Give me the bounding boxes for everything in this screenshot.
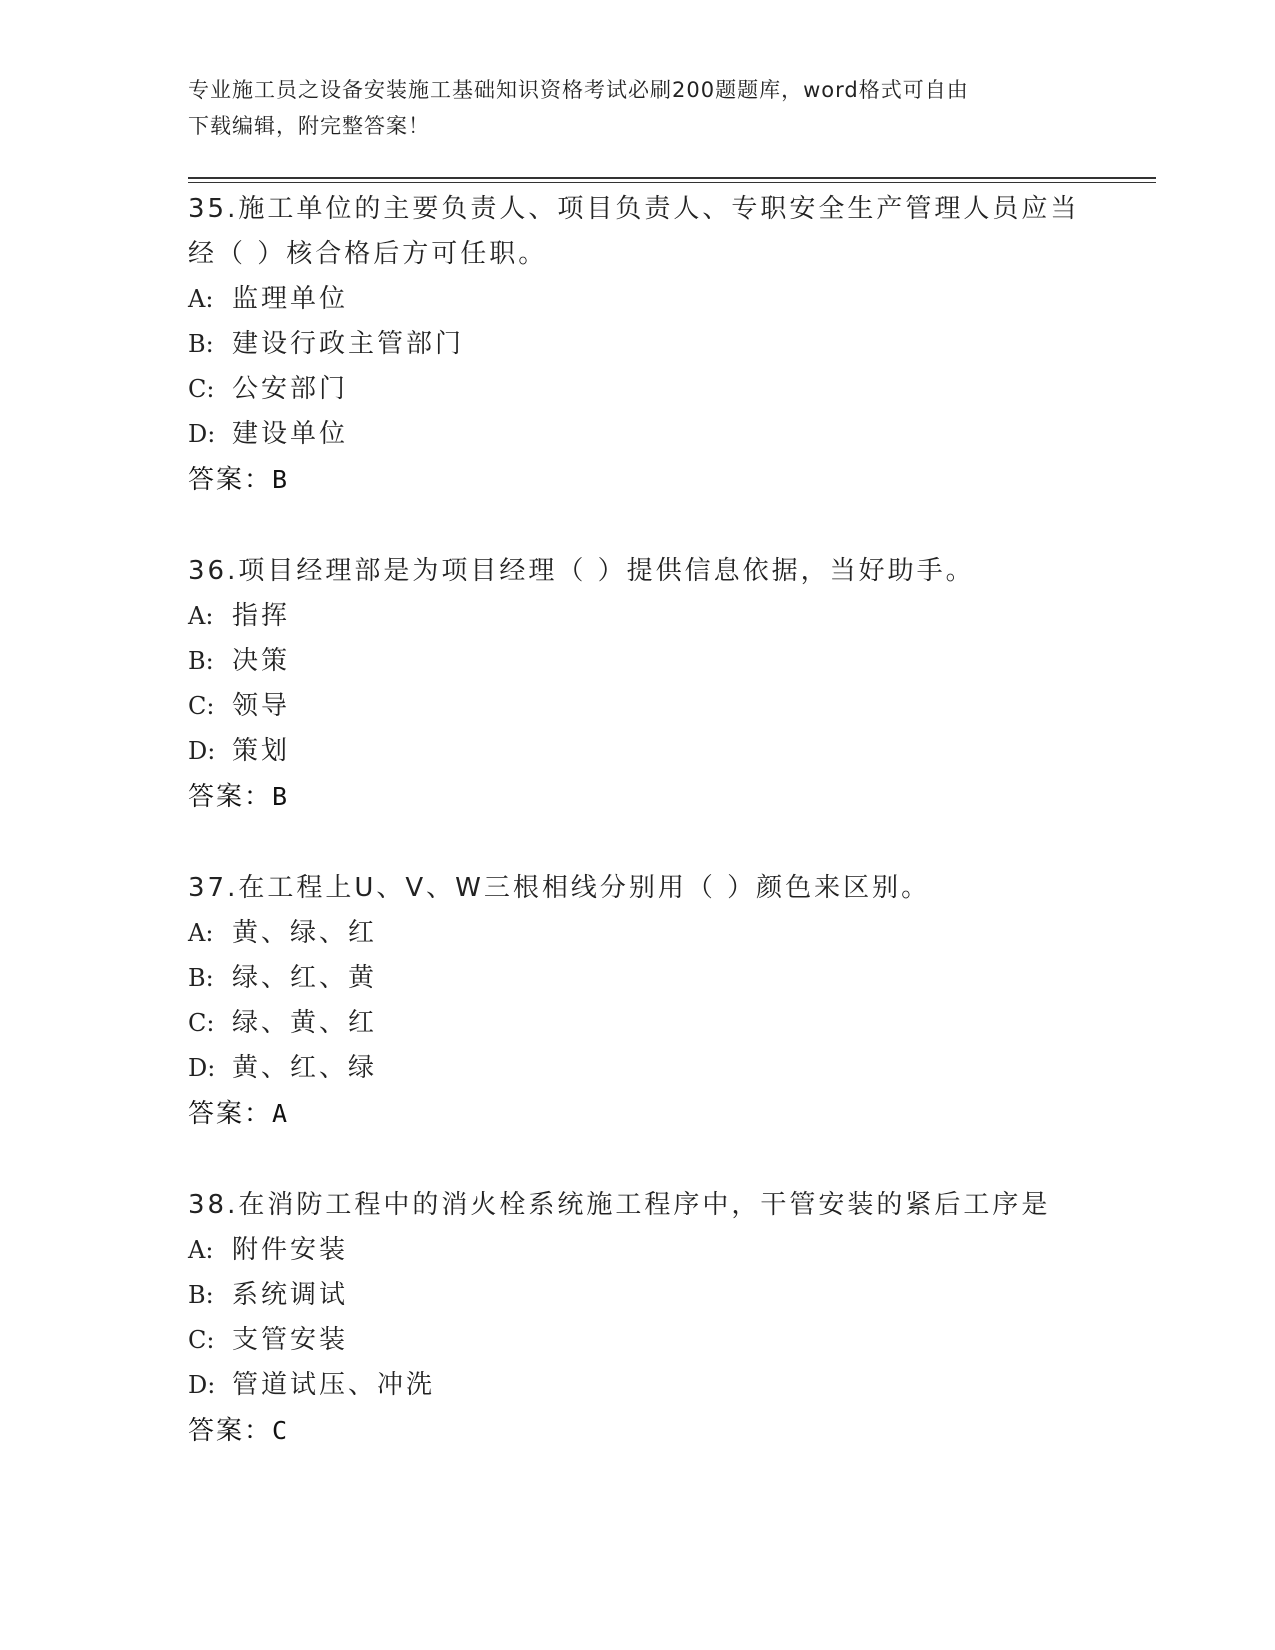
option-b bbox=[188, 322, 1088, 367]
answer-label: 答案： bbox=[188, 782, 273, 812]
option-key: B: bbox=[188, 330, 214, 358]
option-c bbox=[188, 1318, 1088, 1363]
question-list bbox=[188, 187, 1088, 1500]
option-key: B: bbox=[188, 964, 214, 992]
question-37 bbox=[188, 866, 1088, 1137]
answer-value: B bbox=[272, 465, 288, 494]
question-stem-line-2: 经（ ）核合格后方可任职。 bbox=[188, 239, 548, 269]
option-text: 决策 bbox=[232, 646, 291, 676]
option-c bbox=[188, 1001, 1088, 1046]
option-text: 绿、红、黄 bbox=[232, 963, 378, 993]
option-text: 领导 bbox=[232, 691, 291, 721]
header-divider-thin bbox=[188, 182, 1156, 183]
option-key: D: bbox=[188, 737, 216, 765]
header-line-1: 专业施工员之设备安装施工基础知识资格考试必刷200题题库，word格式可自由 bbox=[188, 78, 969, 102]
option-key: A: bbox=[188, 602, 214, 630]
option-text: 监理单位 bbox=[232, 284, 349, 314]
option-c bbox=[188, 367, 1088, 412]
option-text: 支管安装 bbox=[232, 1325, 349, 1355]
option-key: C: bbox=[188, 692, 215, 720]
option-c bbox=[188, 684, 1088, 729]
answer-value: A bbox=[272, 1099, 288, 1128]
option-a bbox=[188, 911, 1088, 956]
option-a bbox=[188, 594, 1088, 639]
option-text: 管道试压、冲洗 bbox=[232, 1370, 436, 1400]
option-b bbox=[188, 1273, 1088, 1318]
question-36 bbox=[188, 549, 1088, 820]
option-d bbox=[188, 729, 1088, 774]
option-text: 策划 bbox=[232, 736, 291, 766]
question-stem-line-1: 37.在工程上U、V、W三根相线分别用（ ）颜色来区别。 bbox=[188, 873, 931, 903]
option-b bbox=[188, 956, 1088, 1001]
answer-value: B bbox=[272, 782, 288, 811]
answer-line bbox=[188, 1091, 1088, 1137]
option-text: 建设单位 bbox=[232, 419, 349, 449]
question-stem-line-1: 35.施工单位的主要负责人、项目负责人、专职安全生产管理人员应当 bbox=[188, 194, 1080, 224]
option-key: C: bbox=[188, 1326, 215, 1354]
option-a bbox=[188, 277, 1088, 322]
option-key: D: bbox=[188, 1371, 216, 1399]
option-key: C: bbox=[188, 1009, 215, 1037]
answer-label: 答案： bbox=[188, 1416, 273, 1446]
header-divider-thick bbox=[188, 177, 1156, 179]
option-d bbox=[188, 1046, 1088, 1091]
question-stem-line-1: 36.项目经理部是为项目经理（ ）提供信息依据，当好助手。 bbox=[188, 556, 975, 586]
option-key: C: bbox=[188, 375, 215, 403]
header-line-2: 下载编辑，附完整答案！ bbox=[188, 114, 430, 138]
option-text: 绿、黄、红 bbox=[232, 1008, 378, 1038]
answer-line bbox=[188, 457, 1088, 503]
option-b bbox=[188, 639, 1088, 684]
answer-line bbox=[188, 1408, 1088, 1454]
question-stem-line-1: 38.在消防工程中的消火栓系统施工程序中，干管安装的紧后工序是 bbox=[188, 1190, 1051, 1220]
option-key: A: bbox=[188, 1236, 214, 1264]
option-text: 建设行政主管部门 bbox=[232, 329, 465, 359]
option-key: D: bbox=[188, 420, 216, 448]
question-38 bbox=[188, 1183, 1088, 1454]
document-header bbox=[188, 72, 1088, 144]
option-key: A: bbox=[188, 285, 214, 313]
option-text: 公安部门 bbox=[232, 374, 349, 404]
question-35 bbox=[188, 187, 1088, 503]
option-text: 黄、绿、红 bbox=[232, 918, 378, 948]
answer-label: 答案： bbox=[188, 1099, 273, 1129]
option-text: 指挥 bbox=[232, 601, 291, 631]
option-key: B: bbox=[188, 1281, 214, 1309]
option-key: A: bbox=[188, 919, 214, 947]
option-key: D: bbox=[188, 1054, 216, 1082]
option-d bbox=[188, 1363, 1088, 1408]
answer-line bbox=[188, 774, 1088, 820]
option-text: 系统调试 bbox=[232, 1280, 349, 1310]
answer-label: 答案： bbox=[188, 465, 273, 495]
option-text: 黄、红、绿 bbox=[232, 1053, 378, 1083]
option-text: 附件安装 bbox=[232, 1235, 349, 1265]
option-a bbox=[188, 1228, 1088, 1273]
answer-value: C bbox=[272, 1416, 288, 1445]
option-d bbox=[188, 412, 1088, 457]
option-key: B: bbox=[188, 647, 214, 675]
